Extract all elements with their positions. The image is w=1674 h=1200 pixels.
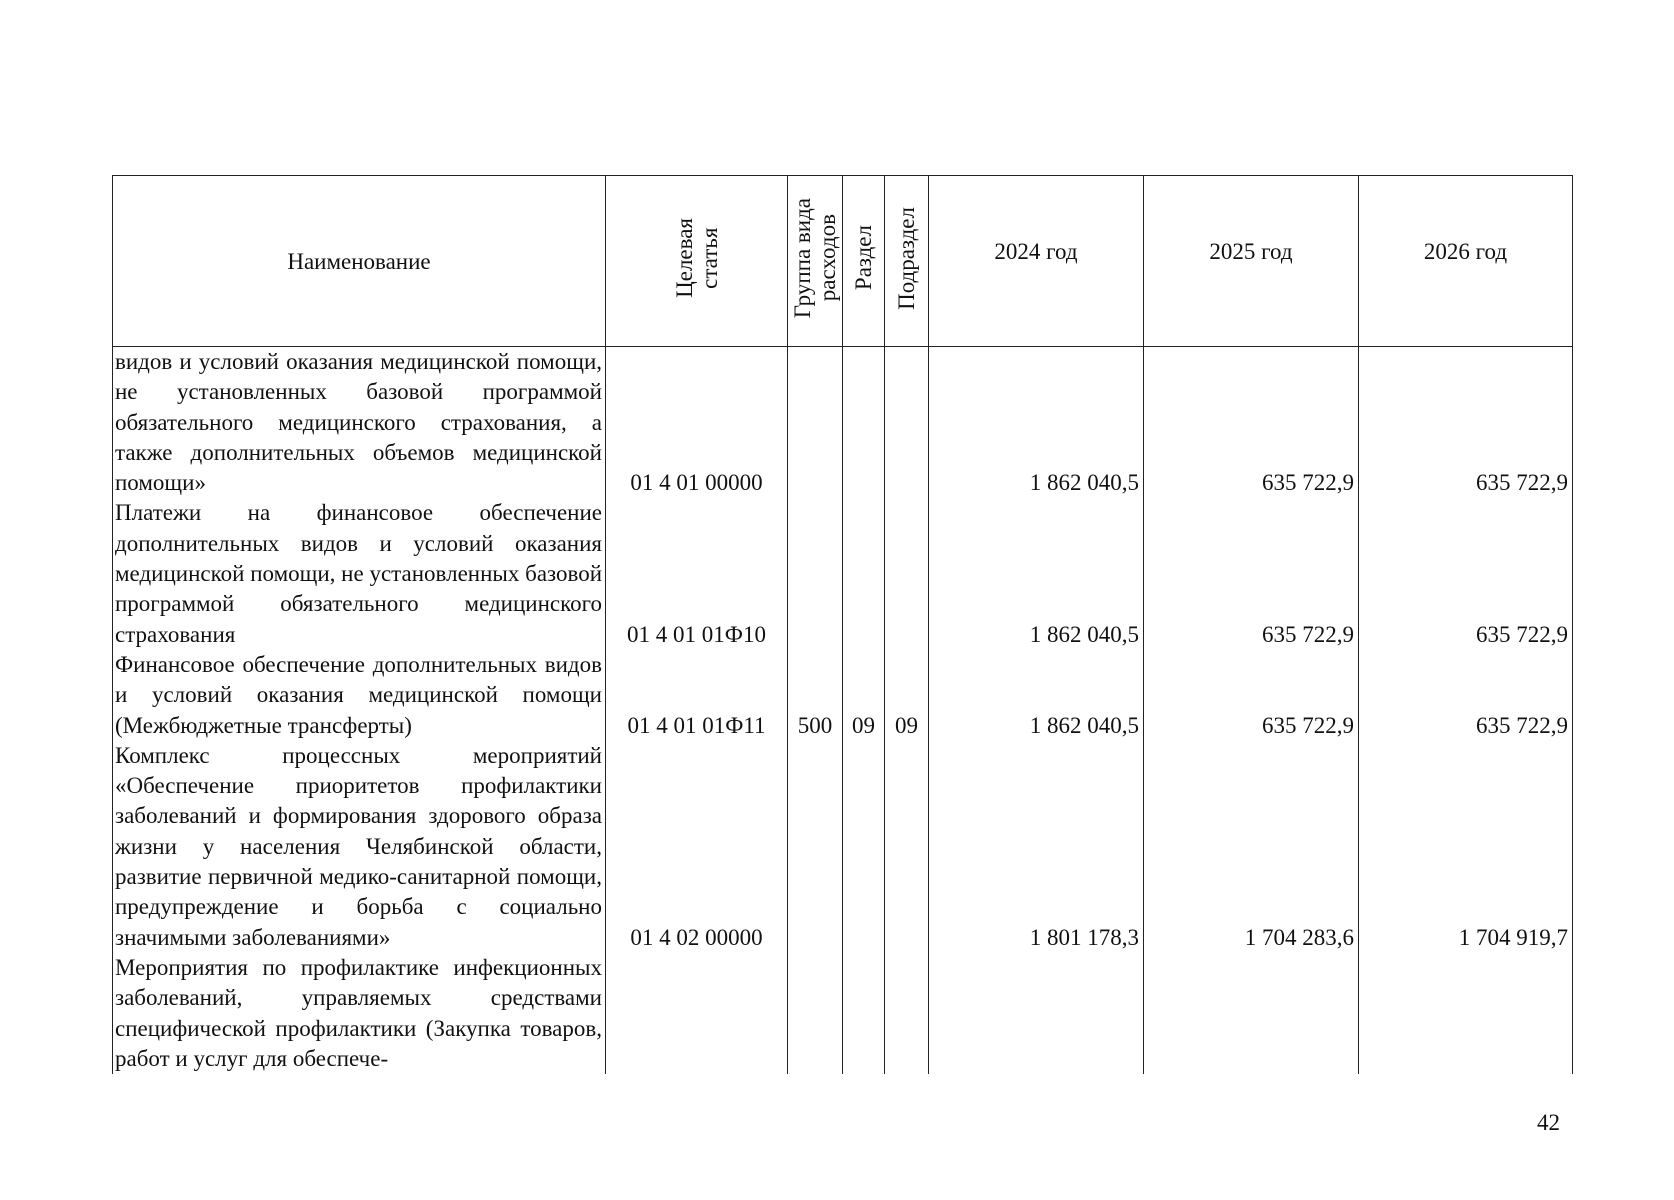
header-year-2025: 2025 год (1144, 176, 1359, 347)
row-subsection (885, 741, 929, 953)
row-amount-2025: 635 722,9 (1144, 498, 1359, 649)
header-subsection: Подраздел (885, 176, 929, 347)
table-row (113, 741, 1573, 953)
header-target-article: Целевая статья (606, 176, 788, 347)
row-name: видов и условий оказания медицинской помощи, не установленных базовой программой обязательного медицинского страхования, а также дополнительных объемов медицинской помощи» (113, 347, 606, 499)
page-number: 42 (1537, 1110, 1560, 1135)
row-subsection: 09 (885, 650, 929, 741)
row-amount-2025 (1144, 953, 1359, 1074)
header-name: Наименование (113, 176, 606, 347)
row-subsection (885, 347, 929, 499)
row-name: Платежи на финансовое обеспечение дополнительных видов и условий оказания медицинской помощи, не установленных базовой программой обязательного медицинского страхования (113, 498, 606, 649)
row-subsection (885, 953, 929, 1074)
table-row (113, 953, 1573, 1074)
row-amount-2026: 635 722,9 (1359, 347, 1573, 499)
row-amount-2025: 635 722,9 (1144, 650, 1359, 741)
row-amount-2026: 635 722,9 (1359, 498, 1573, 649)
budget-table (112, 175, 1573, 1074)
row-amount-2025: 635 722,9 (1144, 347, 1359, 499)
row-expense-group (788, 498, 843, 649)
header-expense-group: Группа вида расходов (788, 176, 843, 347)
row-target-article: 01 4 01 01Ф11 (606, 650, 788, 741)
row-expense-group (788, 347, 843, 499)
row-target-article: 01 4 01 01Ф10 (606, 498, 788, 649)
row-expense-group (788, 741, 843, 953)
row-amount-2026: 1 704 919,7 (1359, 741, 1573, 953)
row-amount-2024 (929, 953, 1144, 1074)
header-section: Раздел (843, 176, 885, 347)
row-section: 09 (843, 650, 885, 741)
row-name: Финансовое обеспечение дополнительных видов и условий оказания медицинской помощи (Межбюджетные трансферты) (113, 650, 606, 741)
row-section (843, 741, 885, 953)
row-name: Комплекс процессных мероприятий «Обеспечение приоритетов профилактики заболеваний и формирования здорового образа жизни у населения Челябинской области, развитие первичной медико-санитарной помощи, предупреждение и борьба с социально значимыми заболеваниями» (113, 741, 606, 953)
row-amount-2025: 1 704 283,6 (1144, 741, 1359, 953)
table-row (113, 650, 1573, 741)
row-subsection (885, 498, 929, 649)
row-name: Мероприятия по профилактике инфекционных заболеваний, управляемых средствами специфической профилактики (Закупка товаров, работ и услуг для обеспече- (113, 953, 606, 1074)
header-row (113, 176, 1573, 347)
row-expense-group: 500 (788, 650, 843, 741)
row-target-article (606, 953, 788, 1074)
table-row (113, 498, 1573, 649)
row-amount-2024: 1 862 040,5 (929, 650, 1144, 741)
row-section (843, 498, 885, 649)
row-amount-2026: 635 722,9 (1359, 650, 1573, 741)
header-year-2024: 2024 год (929, 176, 1144, 347)
row-target-article: 01 4 01 00000 (606, 347, 788, 499)
row-section (843, 347, 885, 499)
row-amount-2024: 1 801 178,3 (929, 741, 1144, 953)
row-section (843, 953, 885, 1074)
header-year-2026: 2026 год (1359, 176, 1573, 347)
row-amount-2026 (1359, 953, 1573, 1074)
row-amount-2024: 1 862 040,5 (929, 347, 1144, 499)
row-amount-2024: 1 862 040,5 (929, 498, 1144, 649)
row-target-article: 01 4 02 00000 (606, 741, 788, 953)
table-row (113, 347, 1573, 499)
row-expense-group (788, 953, 843, 1074)
